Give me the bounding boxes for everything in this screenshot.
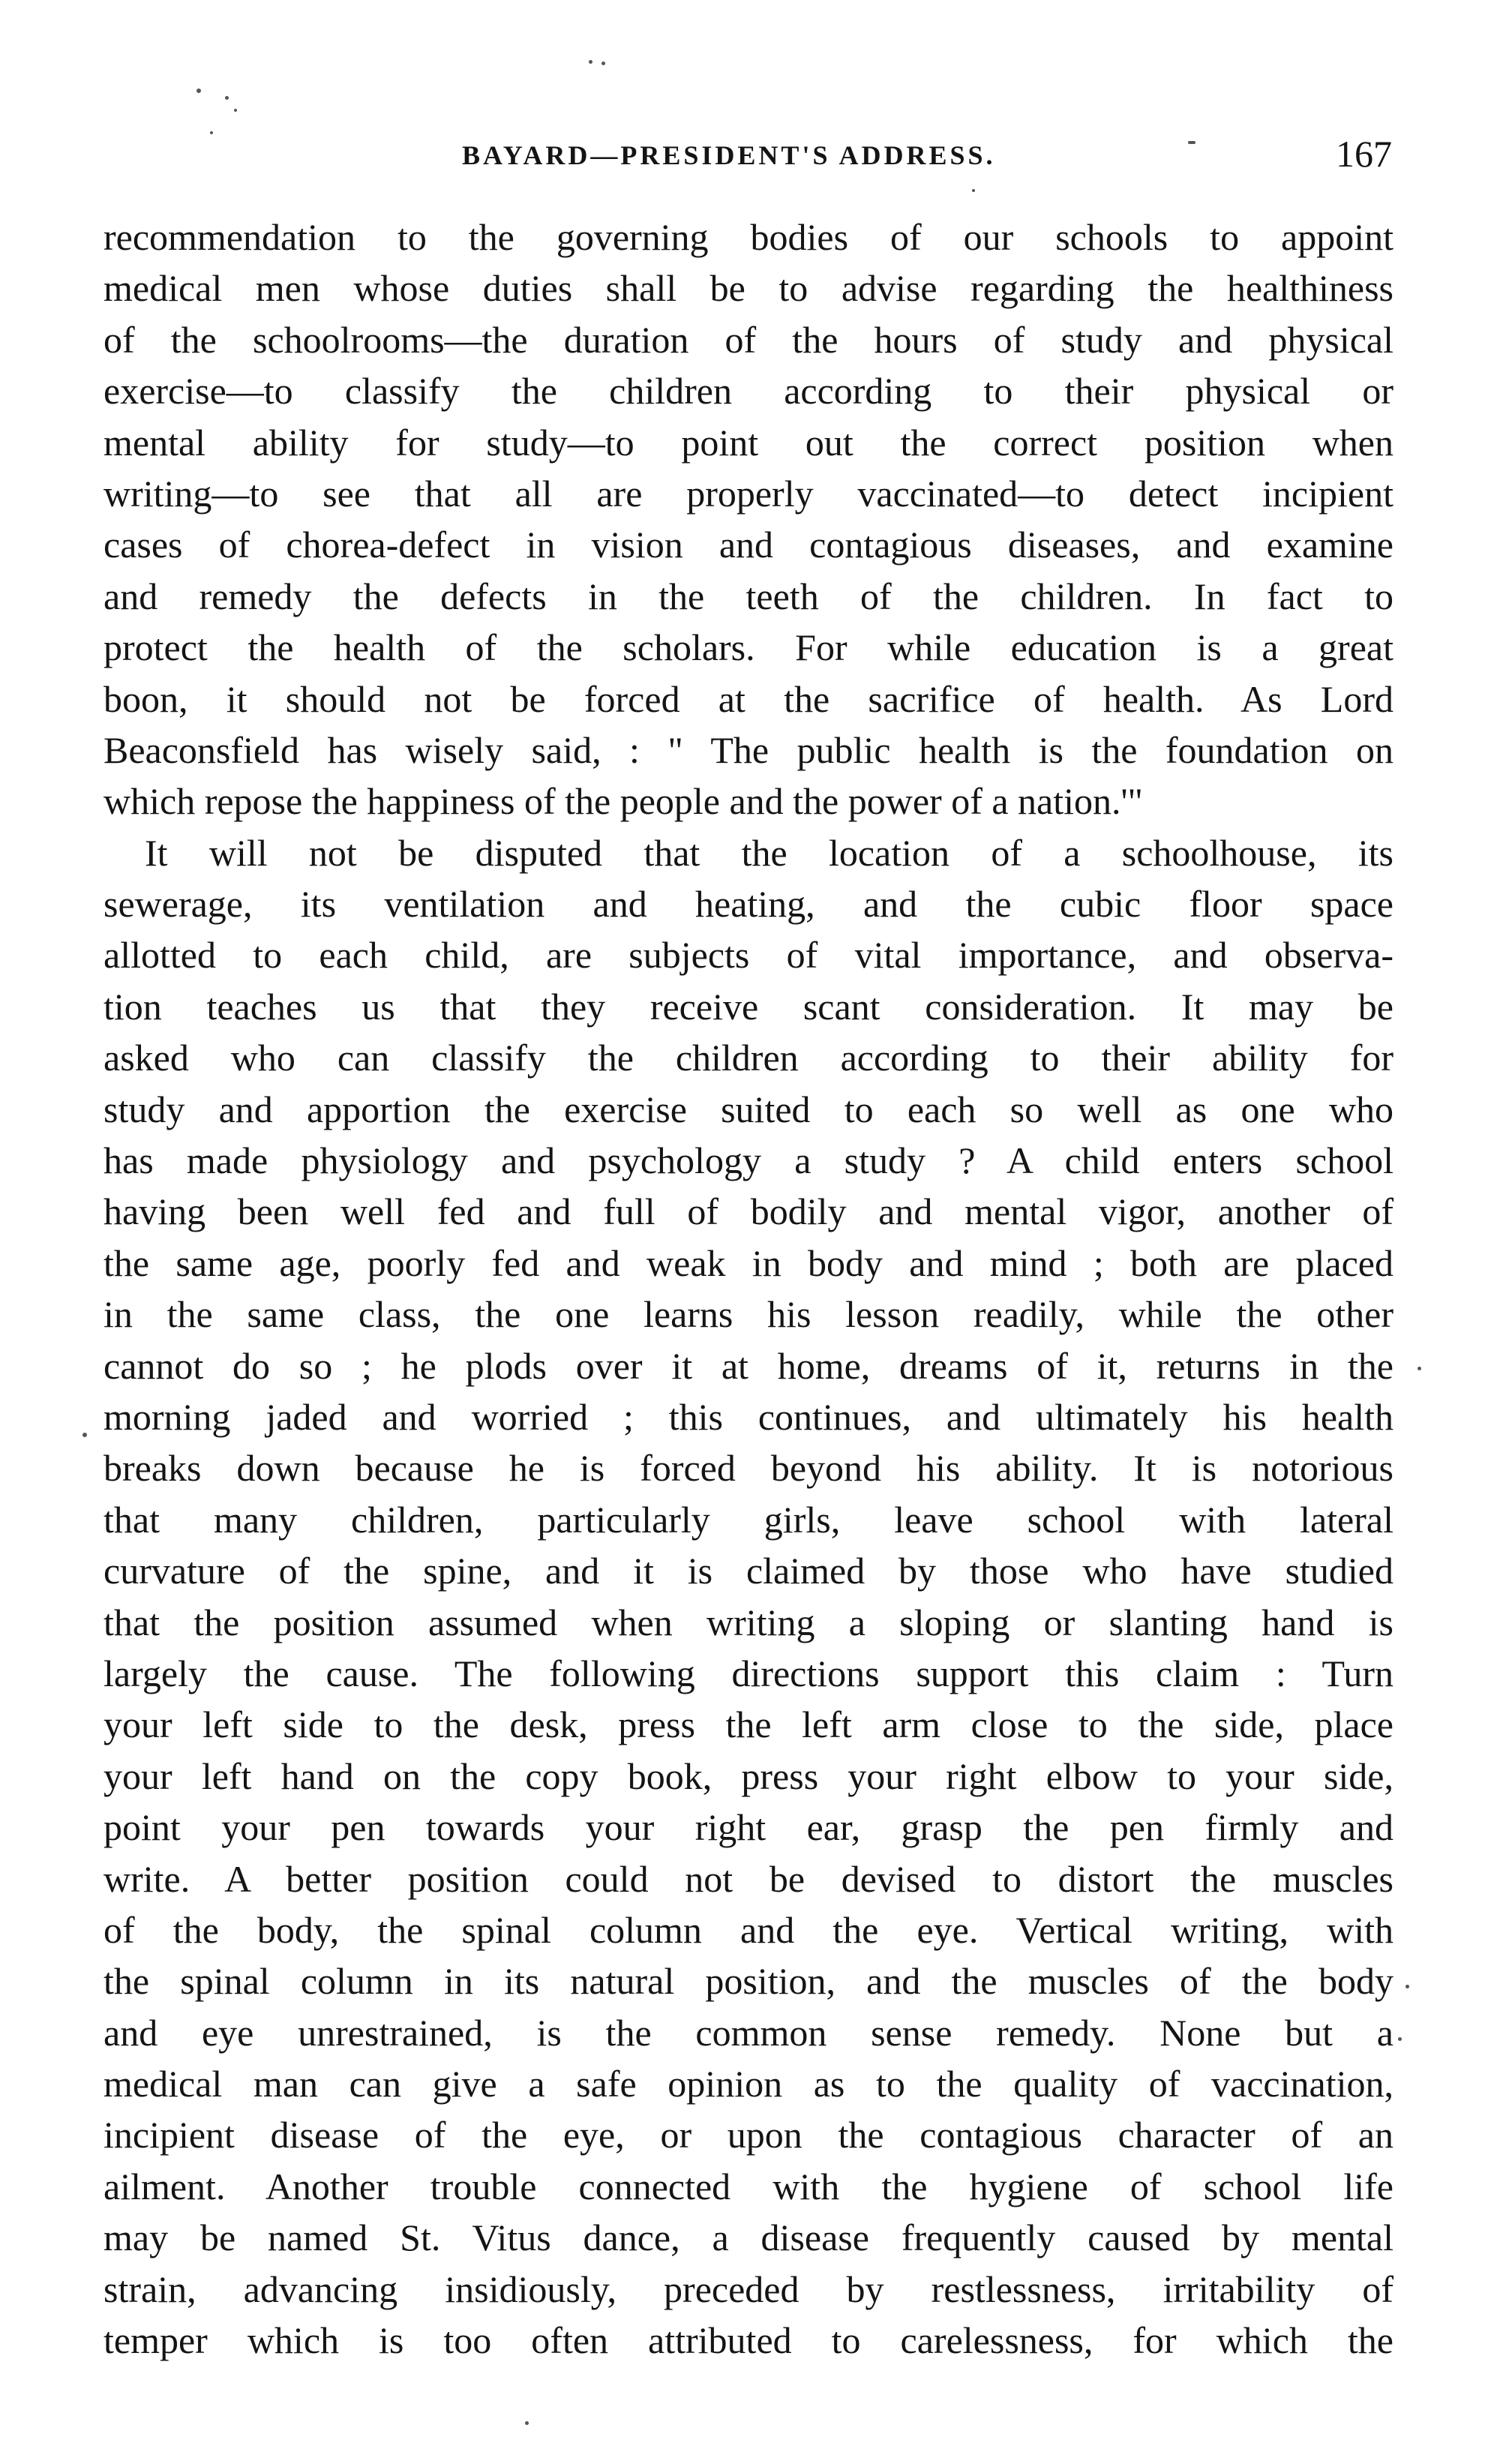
text-line: allotted to each child, are subjects of vital importance, and observa-	[104, 934, 1394, 977]
text-line: medical man can give a safe opinion as to the quality of vaccination,	[104, 2063, 1394, 2105]
text-line: write. A better position could not be devised to distort the muscles	[104, 1857, 1394, 1900]
speck	[1398, 2037, 1402, 2041]
text-line: curvature of the spine, and it is claimed by those who have studied	[104, 1550, 1394, 1592]
speck	[225, 96, 229, 100]
text-line: protect the health of the scholars. For while education is a great	[104, 626, 1394, 669]
text-line: largely the cause. The following directions support this claim : Turn	[104, 1652, 1394, 1694]
page-number: 167	[1336, 133, 1392, 175]
text-line: and remedy the defects in the teeth of the children. In fact to	[104, 575, 1394, 617]
text-line: cannot do so ; he plods over it at home, dreams of it, returns in the	[104, 1344, 1394, 1387]
text-line: Beaconsfield has wisely said, : " The public health is the foundation on	[104, 728, 1394, 771]
text-line: temper which is too often attributed to carelessness, for which the	[104, 2319, 1394, 2362]
text-line: that many children, particularly girls, leave school with lateral	[104, 1498, 1394, 1541]
text-line: boon, it should not be forced at the sacrifice of health. As Lord	[104, 677, 1394, 720]
body-text	[104, 212, 1394, 2366]
text-line: may be named St. Vitus dance, a disease frequently caused by mental	[104, 2216, 1394, 2259]
speck	[525, 2421, 529, 2425]
text-line: that the position assumed when writing a sloping or slanting hand is	[104, 1601, 1394, 1643]
text-line: your left side to the desk, press the left arm close to the side, place	[104, 1703, 1394, 1746]
text-line: the spinal column in its natural position, and the muscles of the body	[104, 1960, 1394, 2003]
text-line: cases of chorea-defect in vision and contagious diseases, and examine	[104, 524, 1394, 566]
running-head: BAYARD—PRESIDENT'S ADDRESS.	[462, 140, 996, 170]
page-header	[102, 126, 1392, 179]
text-line: your left hand on the copy book, press your right elbow to your side,	[104, 1754, 1394, 1797]
text-line: of the body, the spinal column and the eye. Vertical writing, with	[104, 1908, 1394, 1951]
speck	[234, 109, 237, 112]
text-line: exercise—to classify the children according to their physical or	[104, 370, 1394, 413]
text-line: incipient disease of the eye, or upon the contagious character of an	[104, 2114, 1394, 2156]
speck	[1406, 1985, 1409, 1988]
text-line: strain, advancing insidiously, preceded by restlessness, irritability of	[104, 2267, 1394, 2310]
text-line: breaks down because he is forced beyond his ability. It is notorious	[104, 1447, 1394, 1490]
text-line: point your pen towards your right ear, grasp the pen firmly and	[104, 1806, 1394, 1849]
text-line: has made physiology and psychology a study ? A child enters school	[104, 1139, 1394, 1182]
text-line: writing—to see that all are properly vaccinated—to detect incipient	[104, 472, 1394, 515]
text-line: the same age, poorly fed and weak in body and mind ; both are placed	[104, 1241, 1394, 1284]
text-line: recommendation to the governing bodies of our schools to appoint	[104, 216, 1394, 258]
text-line: sewerage, its ventilation and heating, and the cubic floor space	[104, 883, 1394, 926]
text-line: and eye unrestrained, is the common sense remedy. None but a	[104, 2011, 1394, 2054]
text-line: study and apportion the exercise suited to each so well as one who	[104, 1088, 1394, 1130]
text-line: ailment. Another trouble connected with the hygiene of school life	[104, 2165, 1394, 2207]
text-line: of the schoolrooms—the duration of the hours of study and physical	[104, 318, 1394, 361]
text-line: tion teaches us that they receive scant consideration. It may be	[104, 985, 1394, 1028]
text-line: which repose the happiness of the people and the power of a nation.'"	[104, 780, 1143, 823]
speck	[972, 189, 975, 192]
text-line: asked who can classify the children according to their ability for	[104, 1037, 1394, 1079]
speck	[196, 89, 201, 93]
text-line: morning jaded and worried ; this continues, and ultimately his health	[104, 1395, 1394, 1438]
text-line: It will not be disputed that the location of a schoolhouse, its	[145, 831, 1394, 874]
text-line: mental ability for study—to point out the correct position when	[104, 421, 1394, 464]
text-line: in the same class, the one learns his lesson readily, while the other	[104, 1293, 1394, 1336]
text-line: having been well fed and full of bodily and mental vigor, another of	[104, 1190, 1394, 1233]
text-line: medical men whose duties shall be to advise regarding the healthiness	[104, 267, 1394, 310]
speck	[82, 1433, 87, 1437]
speck	[589, 60, 592, 64]
speck	[602, 62, 605, 65]
speck	[1418, 1367, 1421, 1370]
